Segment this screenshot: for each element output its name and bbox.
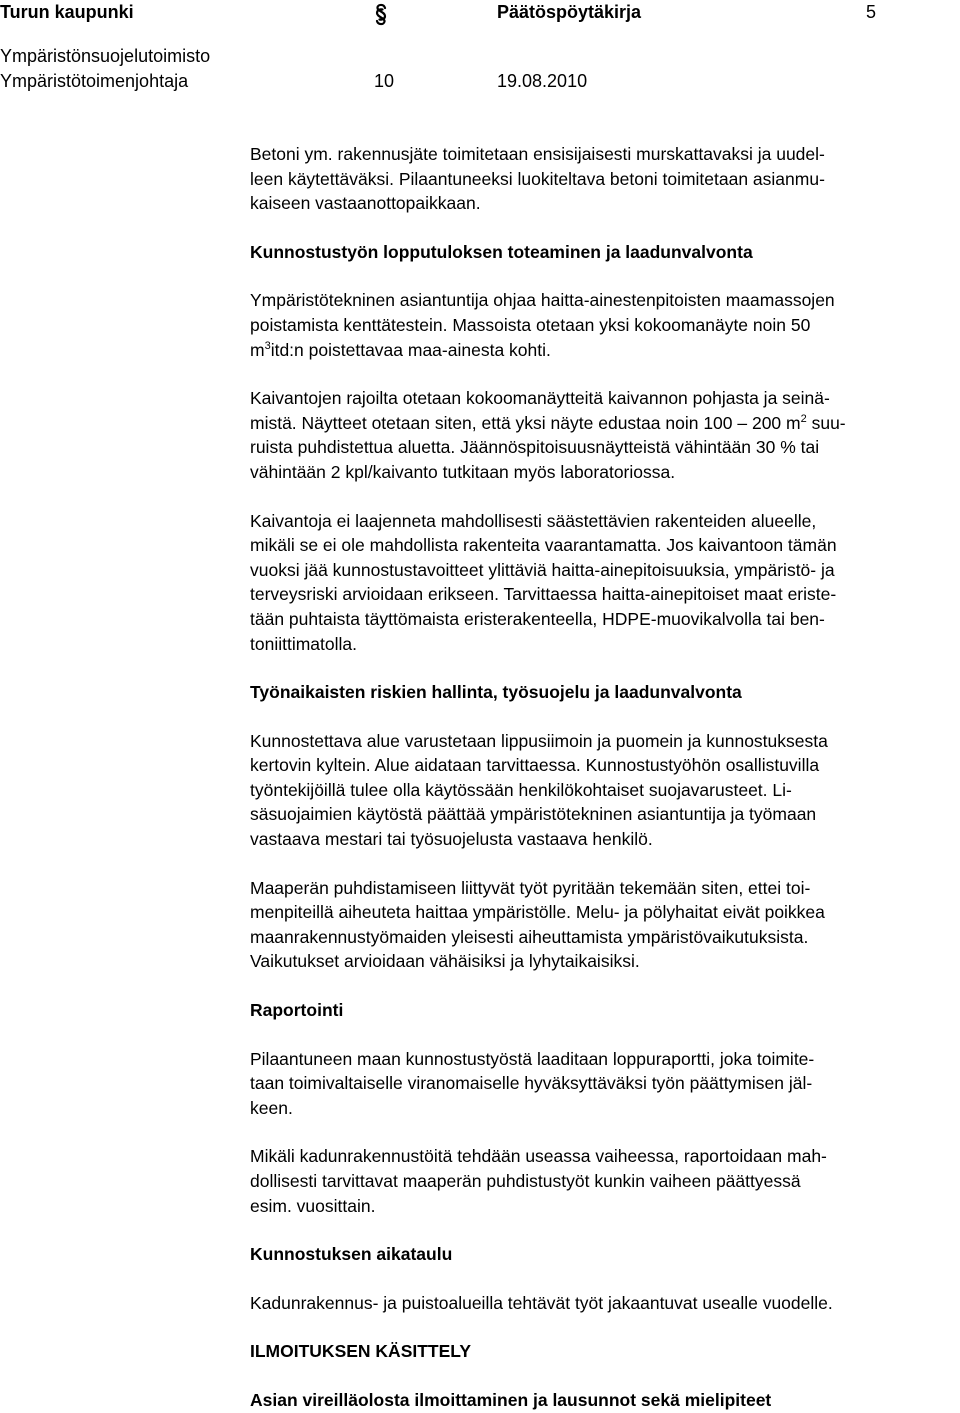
text-line: säsuojaimien käytöstä päättää ympäristötekninen asiantuntija ja työmaan bbox=[250, 804, 817, 825]
text-line: työntekijöillä tulee olla käytössään henkilökohtaiset suojavarusteet. Li- bbox=[250, 779, 792, 800]
header-city: Turun kaupunki bbox=[0, 2, 134, 22]
header-page-number: 5 bbox=[866, 2, 877, 22]
text-line: maanrakennustyömaiden yleisesti aiheuttamista ympäristövaikutuksista. bbox=[250, 926, 809, 947]
text-line: Ympäristötekninen asiantuntija ohjaa haitta-ainestenpitoisten maamassojen bbox=[250, 290, 835, 311]
heading-schedule: Kunnostuksen aikataulu bbox=[250, 1244, 453, 1265]
text-line: dollisesti tarvittavat maaperän puhdistustyöt kunkin vaiheen päättyessä bbox=[250, 1171, 801, 1191]
text-line: mistä. Näytteet otetaan siten, että yksi näyte edustaa noin 100 – 200 $m^2$ suu- bbox=[250, 412, 846, 433]
text-line: vastaava mestari tai työsuojelusta vastaava henkilö. bbox=[250, 829, 653, 850]
text-line: kertovin kyltein. Alue aidataan tarvittaessa. Kunnostustyöhön osallistuvilla bbox=[250, 755, 820, 776]
text-line: Maaperän puhdistamiseen liittyvät työt pyritään tekemään siten, ettei toi- bbox=[250, 877, 811, 898]
heading-reporting: Raportointi bbox=[250, 1000, 344, 1021]
heading-notice-processing: ILMOITUKSEN KÄSITTELY bbox=[250, 1341, 472, 1362]
text-line: $m^3itd:n$ poistettavaa maa-ainesta kohti. bbox=[250, 339, 551, 360]
text-line: keen. bbox=[250, 1097, 293, 1118]
section-sign-icon bbox=[370, 2, 392, 28]
text-line: Mikäli kadunrakennustöitä tehdään useassa vaiheessa, raportoidaan mah- bbox=[250, 1146, 827, 1167]
heading-work-safety: Työnaikaisten riskien hallinta, työsuojelu ja laadunvalvonta bbox=[250, 682, 742, 703]
text-line: Kaivantojen rajoilta otetaan kokoomanäytteitä kaivannon pohjasta ja seinä- bbox=[250, 388, 830, 409]
header-date: 19.08.2010 bbox=[497, 71, 588, 91]
paragraph-environmental-impact bbox=[250, 876, 940, 974]
paragraph-concrete-waste bbox=[250, 142, 940, 216]
text-line: ruista puhdistettua aluetta. Jäännöspitoisuusnäytteistä vähintään 30 % tai bbox=[250, 437, 820, 458]
text-line: menpiteillä aiheuteta haittaa ympäristölle. Melu- ja pölyhaitat eivät poikkea bbox=[250, 902, 825, 923]
paragraph-excavation-limits bbox=[250, 509, 940, 657]
text-line: Kunnostettava alue varustetaan lippusiimoin ja puomein ja kunnostuksesta bbox=[250, 730, 828, 751]
text-line: vuoksi jää kunnostustavoitteet ylittäviä haitta-ainepitoisuuksia, ympäristö- ja bbox=[250, 559, 835, 580]
text-line: poistamista kenttätestein. Massoista otetaan yksi kokoomanäyte noin 50 bbox=[250, 314, 811, 335]
text-line: toniittimatolla. bbox=[250, 633, 357, 654]
text-line: Vaikutukset arvioidaan vähäisiksi ja lyhytaikaisiksi. bbox=[250, 951, 640, 972]
paragraph-phased-reporting bbox=[250, 1144, 940, 1218]
paragraph-excavation-samples bbox=[250, 386, 940, 484]
paragraph-final-report bbox=[250, 1047, 940, 1121]
header-office: Ympäristönsuojelutoimisto bbox=[0, 46, 211, 66]
header-official: Ympäristötoimenjohtaja bbox=[0, 71, 189, 91]
document-body bbox=[250, 142, 940, 1413]
paragraph-site-safety bbox=[250, 729, 940, 852]
text-line: leen käytettäväksi. Pilaantuneeksi luokiteltava betoni toimitetaan asianmu- bbox=[250, 168, 825, 189]
text-line: taan toimivaltaiselle viranomaiselle hyväksyttäväksi työn päättymisen jäl- bbox=[250, 1073, 813, 1094]
text-line: terveysriski arvioidaan erikseen. Tarvittaessa haitta-ainepitoiset maat eriste- bbox=[250, 584, 837, 605]
paragraph-field-tests bbox=[250, 288, 940, 362]
heading-announcement-statements: Asian vireilläolosta ilmoittaminen ja lausunnot sekä mielipiteet bbox=[250, 1389, 772, 1410]
text-line: mikäli se ei ole mahdollista rakenteita vaarantamatta. Jos kaivantoon tämän bbox=[250, 535, 837, 556]
text-line: Betoni ym. rakennusjäte toimitetaan ensisijaisesti murskattavaksi ja uudel- bbox=[250, 144, 825, 164]
text-line: esim. vuosittain. bbox=[250, 1195, 376, 1216]
paragraph-schedule: Kadunrakennus- ja puistoalueilla tehtävät työt jakaantuvat usealle vuodelle. bbox=[250, 1292, 833, 1313]
text-line: Kaivantoja ei laajenneta mahdollisesti säästettävien rakenteiden alueelle, bbox=[250, 510, 817, 531]
text-line: kaiseen vastaanottopaikkaan. bbox=[250, 193, 481, 214]
heading-result-verification: Kunnostustyön lopputuloksen toteaminen ja laadunvalvonta bbox=[250, 241, 753, 262]
text-line: Pilaantuneen maan kunnostustyöstä laaditaan loppuraportti, joka toimite- bbox=[250, 1048, 815, 1069]
text-line: vähintään 2 kpl/kaivanto tutkitaan myös laboratoriossa. bbox=[250, 461, 676, 482]
text-line: tään puhtaista täyttömaista eristerakenteella, HDPE-muovikalvolla tai ben- bbox=[250, 608, 825, 629]
header-doc-type: Päätöspöytäkirja bbox=[497, 2, 642, 22]
header-section-number: 10 bbox=[374, 71, 395, 91]
